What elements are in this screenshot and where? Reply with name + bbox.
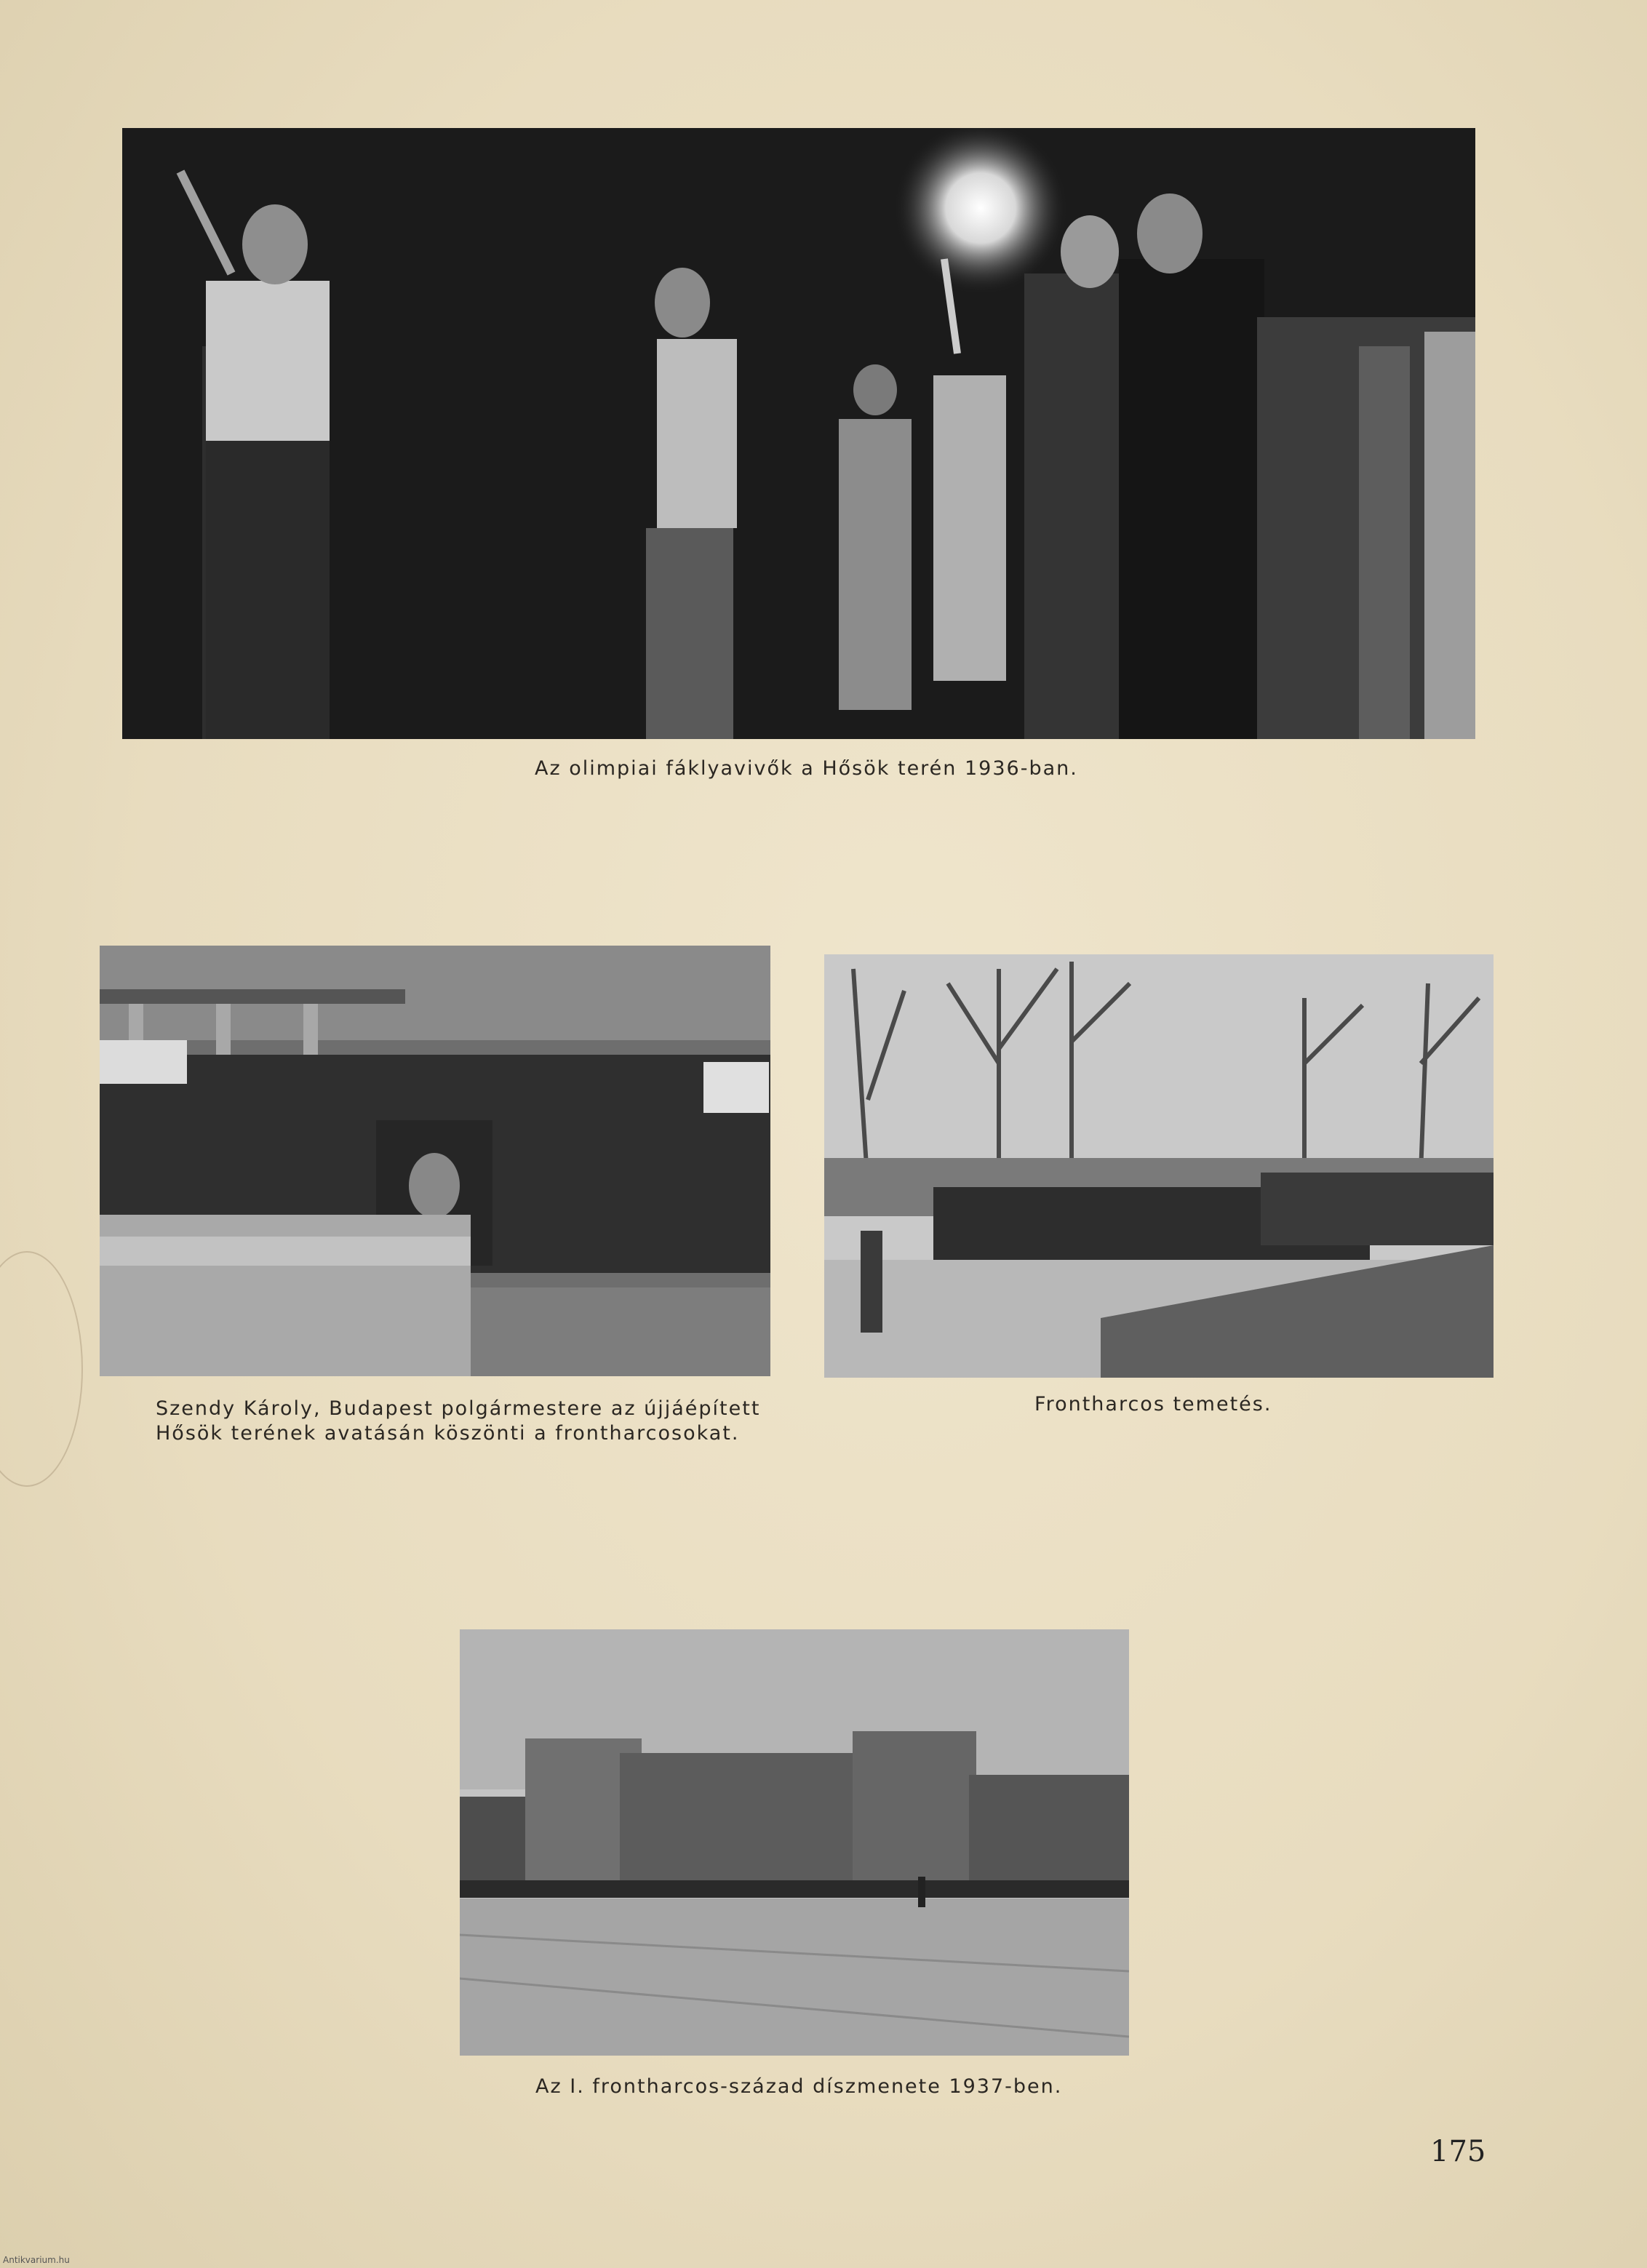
photo-mayor-speech xyxy=(100,946,770,1376)
caption-mayor-line2: Hősök terének avatásán köszönti a frontharcosokat. xyxy=(156,1422,740,1445)
page-edge-stain xyxy=(0,1251,83,1487)
photo-parade xyxy=(460,1629,1129,2056)
watermark: Antikvarium.hu xyxy=(3,2255,70,2265)
caption-mayor-line1: Szendy Károly, Budapest polgármestere az újjáépített xyxy=(156,1397,761,1420)
caption-parade: Az I. frontharcos-század díszmenete 1937-ben. xyxy=(535,2075,1063,2098)
page-number: 175 xyxy=(1430,2135,1486,2168)
caption-torch-bearers: Az olimpiai fáklyavivők a Hősök terén 1936-ban. xyxy=(535,757,1078,780)
photo-funeral xyxy=(824,954,1494,1378)
photo-torch-bearers xyxy=(122,128,1475,739)
caption-funeral: Frontharcos temetés. xyxy=(1034,1393,1272,1415)
